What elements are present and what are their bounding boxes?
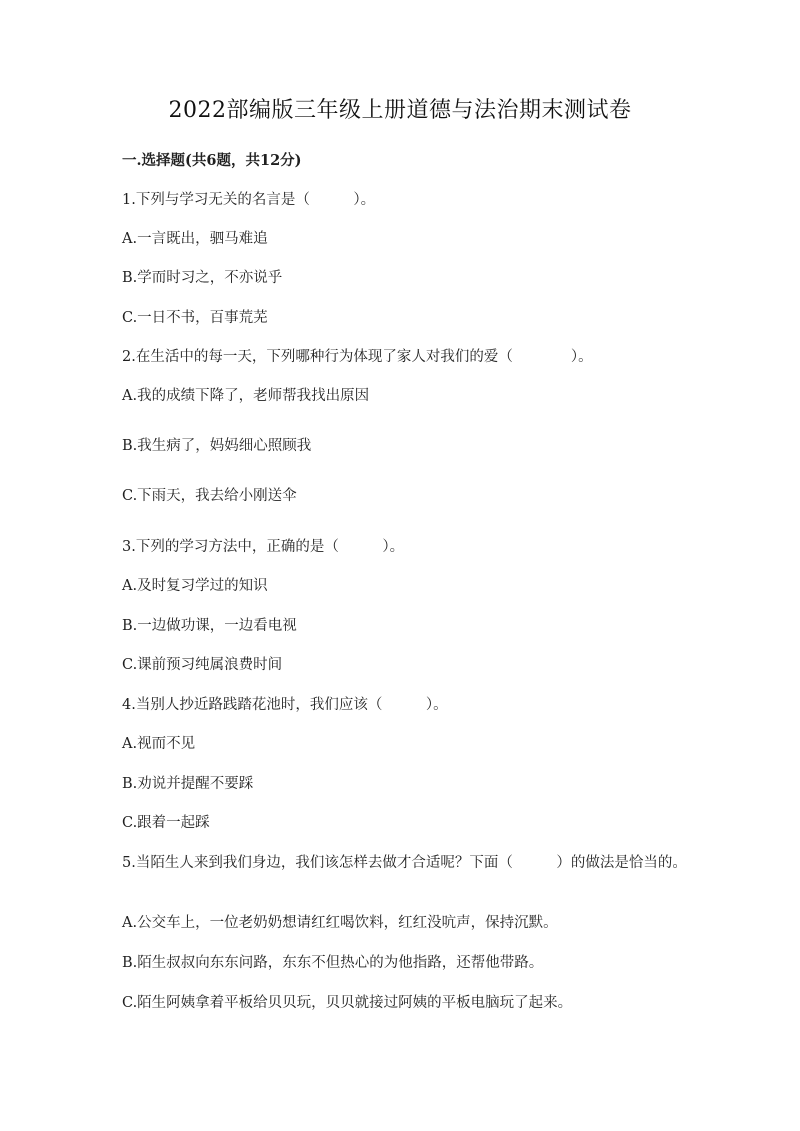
- question-3-option-c: C.课前预习纯属浪费时间: [122, 657, 283, 673]
- question-1-stem: 1.下列与学习无关的名言是（ ）。: [122, 192, 376, 208]
- question-3-stem: 3.下列的学习方法中，正确的是（ ）。: [122, 539, 405, 555]
- question-4-option-b: B.劝说并提醒不要踩: [122, 776, 254, 792]
- question-4-option-c: C.跟着一起踩: [122, 815, 210, 831]
- question-5-option-c: C.陌生阿姨拿着平板给贝贝玩，贝贝就接过阿姨的平板电脑玩了起来。: [122, 995, 573, 1011]
- question-1-option-c: C.一日不书，百事荒芜: [122, 310, 268, 326]
- question-5-stem: 5.当陌生人来到我们身边，我们该怎样去做才合适呢？下面（ ）的做法是恰当的。: [122, 855, 687, 871]
- question-5-option-b: B.陌生叔叔向东东问路，东东不但热心的为他指路，还帮他带路。: [122, 955, 544, 971]
- question-1-option-a: A.一言既出，驷马难追: [122, 231, 268, 247]
- question-5-option-a: A.公交车上，一位老奶奶想请红红喝饮料，红红没吭声，保持沉默。: [122, 915, 558, 931]
- question-2-stem: 2.在生活中的每一天，下列哪种行为体现了家人对我们的爱（ ）。: [122, 349, 593, 365]
- section-heading: 一.选择题(共6题，共12分): [122, 152, 302, 169]
- question-3-option-b: B.一边做功课，一边看电视: [122, 618, 297, 634]
- question-1-option-b: B.学而时习之，不亦说乎: [122, 270, 283, 286]
- question-3-option-a: A.及时复习学过的知识: [122, 578, 268, 594]
- question-4-option-a: A.视而不见: [122, 736, 196, 752]
- page-title: 2022部编版三年级上册道德与法治期末测试卷: [168, 98, 632, 123]
- question-2-option-b: B.我生病了，妈妈细心照顾我: [122, 438, 312, 454]
- question-2-option-c: C.下雨天，我去给小刚送伞: [122, 488, 297, 504]
- question-4-stem: 4.当别人抄近路践踏花池时，我们应该（ ）。: [122, 697, 448, 713]
- question-2-option-a: A.我的成绩下降了，老师帮我找出原因: [122, 388, 370, 404]
